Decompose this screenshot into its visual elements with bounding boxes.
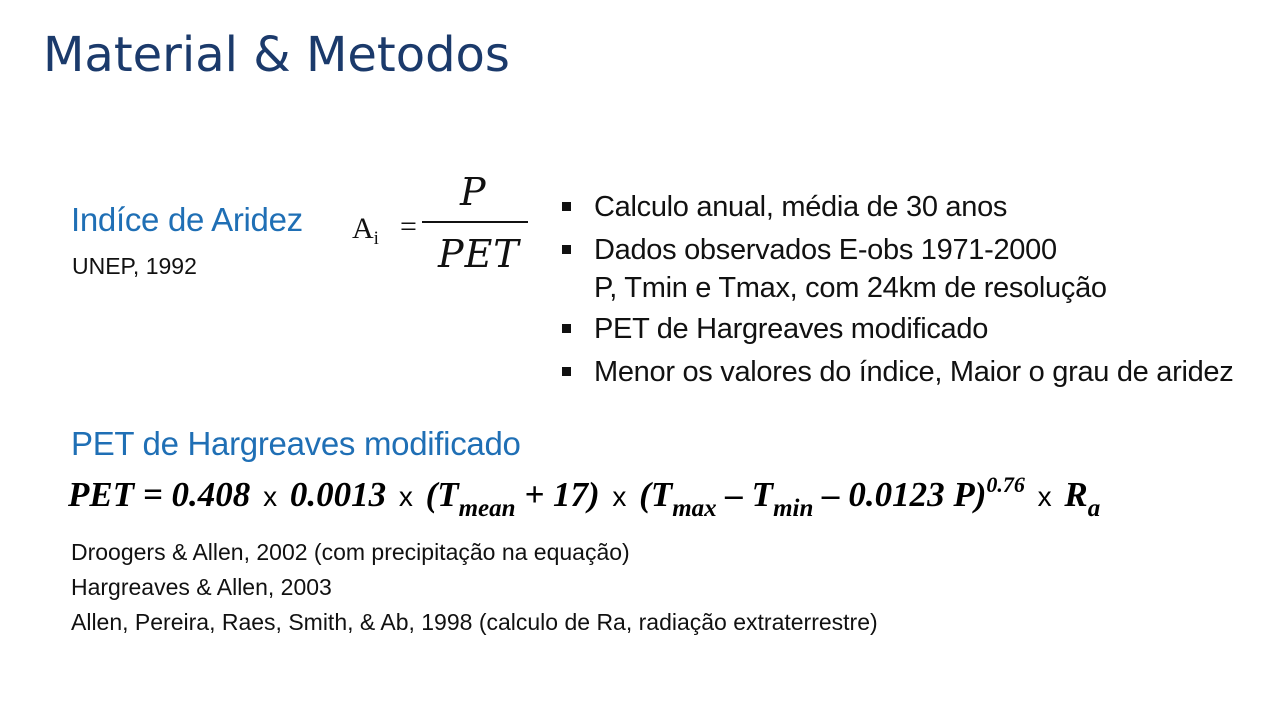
slide-title: Material & Metodos xyxy=(43,27,510,83)
aridity-index-heading: Indíce de Aridez xyxy=(71,201,303,238)
pet-formula xyxy=(68,472,1100,523)
pet-formula-part1: PET = 0.408 xyxy=(68,475,251,514)
bullet-item xyxy=(560,186,1233,229)
fraction-bar xyxy=(422,221,528,223)
reference-line: Hargreaves & Allen, 2003 xyxy=(71,574,332,600)
pet-heading: PET de Hargreaves modificado xyxy=(71,425,521,462)
pet-formula-part2: 0.0013 xyxy=(289,475,387,514)
square-bullet-icon xyxy=(562,245,571,254)
pet-formula-exponent: 0.76 xyxy=(986,472,1025,497)
bullet-text: Calculo anual, média de 30 anos xyxy=(594,191,1008,223)
aridity-formula-lhs-symbol: A xyxy=(352,212,374,245)
bullet-subtext: P, Tmin e Tmax, com 24km de resolução xyxy=(594,272,1107,304)
method-bullet-list xyxy=(560,186,1233,394)
times-sign: x xyxy=(263,481,278,512)
aridity-formula-lhs-sub: i xyxy=(373,228,379,249)
square-bullet-icon xyxy=(562,324,571,333)
pet-formula-ra xyxy=(1064,475,1101,522)
pet-formula-max-sub: max xyxy=(672,495,717,522)
aridity-formula-denominator: PET xyxy=(438,232,520,276)
aridity-formula-equals: = xyxy=(400,210,417,243)
times-sign: x xyxy=(612,481,627,512)
bullet-text: Menor os valores do índice, Maior o grau de aridez xyxy=(594,356,1234,388)
bullet-text: Dados observados E-obs 1971-2000 xyxy=(594,234,1057,266)
pet-formula-a-sub: a xyxy=(1087,495,1101,522)
bullet-item xyxy=(560,229,1233,308)
aridity-citation: UNEP, 1992 xyxy=(72,253,197,279)
times-sign: x xyxy=(398,481,413,512)
pet-formula-trange-mid: – T xyxy=(725,475,774,514)
pet-formula-trange-open: (T xyxy=(639,475,673,514)
aridity-formula-lhs xyxy=(352,212,379,250)
pet-formula-tmean-open: (T xyxy=(425,475,459,514)
bullet-item xyxy=(560,308,1233,351)
pet-formula-min-sub: min xyxy=(773,495,814,522)
pet-references xyxy=(71,535,878,640)
square-bullet-icon xyxy=(562,367,571,376)
bullet-item xyxy=(560,351,1233,394)
pet-formula-r: R xyxy=(1064,475,1088,514)
pet-formula-trange xyxy=(639,472,1025,522)
aridity-formula xyxy=(350,170,535,282)
pet-formula-tmean-close: + 17) xyxy=(524,475,600,514)
pet-formula-mean-sub: mean xyxy=(458,495,516,522)
reference-line: Droogers & Allen, 2002 (com precipitação na equação) xyxy=(71,539,630,565)
reference-line: Allen, Pereira, Raes, Smith, & Ab, 1998 (calculo de Ra, radiação extraterrestre) xyxy=(71,609,878,635)
times-sign: x xyxy=(1037,481,1052,512)
aridity-formula-numerator: P xyxy=(460,170,486,214)
bullet-text: PET de Hargreaves modificado xyxy=(594,313,989,345)
pet-formula-trange-close: – 0.0123 P) xyxy=(822,475,987,514)
square-bullet-icon xyxy=(562,202,571,211)
pet-formula-tmean xyxy=(425,475,600,522)
